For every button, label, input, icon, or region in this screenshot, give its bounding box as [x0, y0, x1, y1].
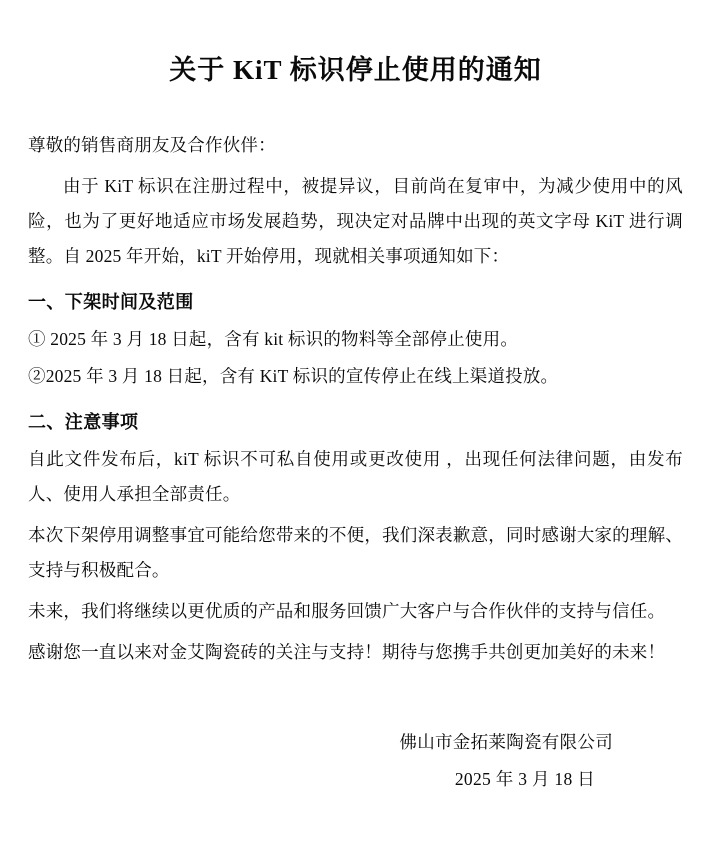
- signature-date: 2025 年 3 月 18 日: [454, 769, 595, 790]
- list-item: ① 2025 年 3 月 18 日起，含有 kit 标识的物料等全部停止使用。: [28, 329, 519, 350]
- list-item: ②2025 年 3 月 18 日起，含有 KiT 标识的宣传停止在线上渠道投放。: [28, 366, 559, 387]
- list-item: 自此文件发布后，kiT 标识不可私自使用或更改使用 ，出现任何法律问题，由发布人、使用人承担全部责任。: [28, 449, 683, 505]
- salutation: 尊敬的销售商朋友及合作伙伴：: [28, 135, 276, 156]
- intro-paragraph: 由于 KiT 标识在注册过程中，被提异议，目前尚在复审中，为减少使用中的风险，也为了更好地适应市场发展趋势，现决定对品牌中出现的英文字母 KiT 进行调整。自 2025 年开始，kiT 开始停用，现就相关事项通知如下：: [28, 176, 683, 267]
- signature-company: 佛山市金拓莱陶瓷有限公司: [399, 732, 613, 753]
- section-heading-1: 一、下架时间及范围: [28, 292, 194, 313]
- document-body: [28, 128, 683, 670]
- list-item: 本次下架停用调整事宜可能给您带来的不便，我们深表歉意，同时感谢大家的理解、支持与积极配合。: [28, 525, 683, 581]
- signature-block: [28, 724, 683, 798]
- page-title: 关于 KiT 标识停止使用的通知: [169, 55, 542, 85]
- list-item: 未来，我们将继续以更优质的产品和服务回馈广大客户与合作伙伴的支持与信任。: [28, 601, 666, 622]
- section-heading-2: 二、注意事项: [28, 412, 139, 433]
- list-item: 感谢您一直以来对金艾陶瓷砖的关注与支持！期待与您携手共创更加美好的未来！: [28, 642, 666, 663]
